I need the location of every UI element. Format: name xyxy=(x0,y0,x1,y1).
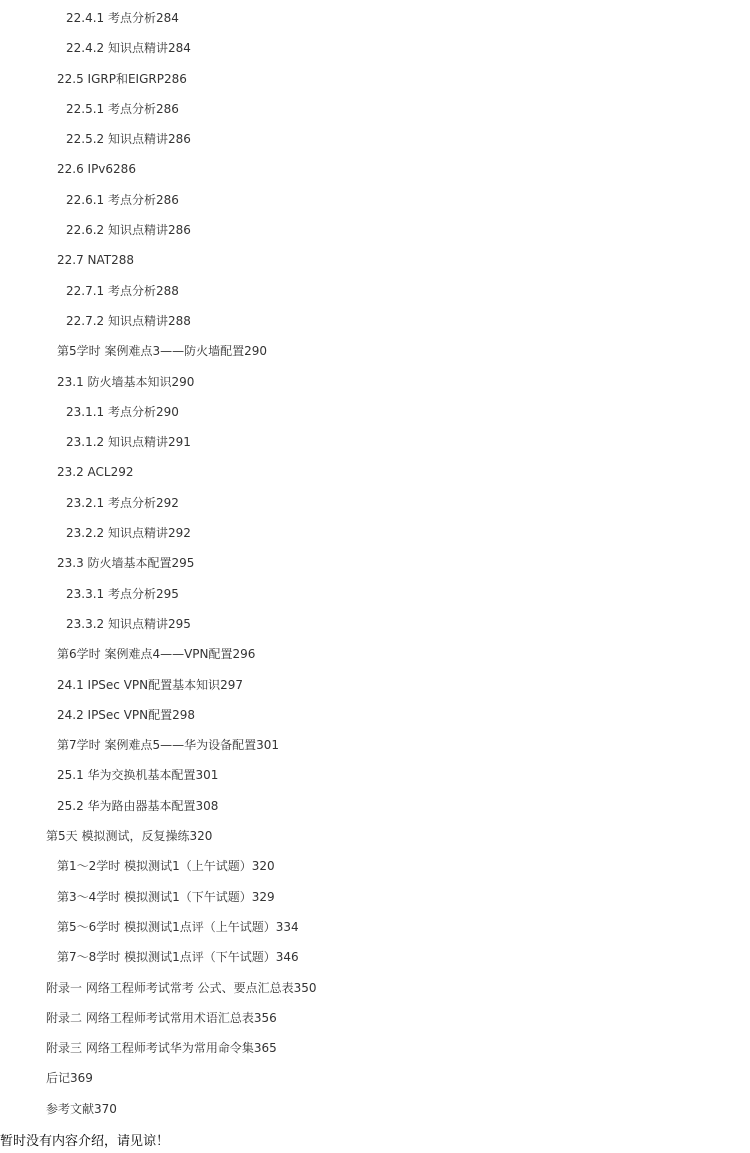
toc-entry-hour-5: 第5学时 案例难点3——防火墙配置290 xyxy=(57,344,267,359)
toc-entry-25-2: 25.2 华为路由器基本配置308 xyxy=(57,798,219,813)
toc-entry-afterword: 后记369 xyxy=(46,1071,93,1086)
toc-entry-23-1-2: 23.1.2 知识点精讲291 xyxy=(66,435,191,450)
toc-entry-22-7-2: 22.7.2 知识点精讲288 xyxy=(66,313,191,328)
toc-entry-appendix-2: 附录二 网络工程师考试常用术语汇总表356 xyxy=(46,1010,277,1025)
toc-entry-22-7: 22.7 NAT288 xyxy=(57,253,135,268)
toc-entry-22-6-2: 22.6.2 知识点精讲286 xyxy=(66,223,191,238)
toc-entry-references: 参考文献370 xyxy=(46,1101,117,1116)
toc-entry-day-5: 第5天 模拟测试，反复操练320 xyxy=(46,829,213,844)
toc-entry-23-1-1: 23.1.1 考点分析290 xyxy=(66,404,179,419)
toc-entry-23-3: 23.3 防火墙基本配置295 xyxy=(57,556,195,571)
toc-entry-23-3-2: 23.3.2 知识点精讲295 xyxy=(66,616,191,631)
no-description-note: 暂时没有内容介绍，请见谅！ xyxy=(0,1134,170,1149)
toc-entry-hours-3-4: 第3～4学时 模拟测试1（下午试题）329 xyxy=(57,889,275,904)
toc-entry-22-7-1: 22.7.1 考点分析288 xyxy=(66,283,179,298)
toc-entry-22-5-1: 22.5.1 考点分析286 xyxy=(66,101,179,116)
toc-entry-23-2: 23.2 ACL292 xyxy=(57,465,134,480)
toc-entry-appendix-1: 附录一 网络工程师考试常考 公式、要点汇总表350 xyxy=(46,980,317,995)
toc-entry-appendix-3: 附录三 网络工程师考试华为常用命令集365 xyxy=(46,1041,277,1056)
toc-entry-hours-5-6: 第5～6学时 模拟测试1点评（上午试题）334 xyxy=(57,919,299,934)
toc-entry-hour-7: 第7学时 案例难点5——华为设备配置301 xyxy=(57,738,279,753)
toc-entry-25-1: 25.1 华为交换机基本配置301 xyxy=(57,768,219,783)
toc-entry-24-2: 24.2 IPSec VPN配置298 xyxy=(57,707,196,722)
toc-entry-22-4-2: 22.4.2 知识点精讲284 xyxy=(66,41,191,56)
toc-entry-hour-6: 第6学时 案例难点4——VPN配置296 xyxy=(57,647,256,662)
toc-entry-22-5-2: 22.5.2 知识点精讲286 xyxy=(66,132,191,147)
toc-entry-hours-1-2: 第1～2学时 模拟测试1（上午试题）320 xyxy=(57,859,275,874)
toc-entry-23-2-1: 23.2.1 考点分析292 xyxy=(66,495,179,510)
toc-entry-hours-7-8: 第7～8学时 模拟测试1点评（下午试题）346 xyxy=(57,950,299,965)
toc-entry-23-2-2: 23.2.2 知识点精讲292 xyxy=(66,526,191,541)
toc-entry-22-4-1: 22.4.1 考点分析284 xyxy=(66,11,179,25)
toc-entry-22-5: 22.5 IGRP和EIGRP286 xyxy=(57,71,187,86)
toc-entry-24-1: 24.1 IPSec VPN配置基本知识297 xyxy=(57,677,244,692)
toc-entry-23-3-1: 23.3.1 考点分析295 xyxy=(66,586,179,601)
toc-entry-23-1: 23.1 防火墙基本知识290 xyxy=(57,374,195,389)
toc-entry-22-6: 22.6 IPv6286 xyxy=(57,162,136,177)
toc-entry-22-6-1: 22.6.1 考点分析286 xyxy=(66,192,179,207)
table-of-contents xyxy=(0,3,750,1124)
